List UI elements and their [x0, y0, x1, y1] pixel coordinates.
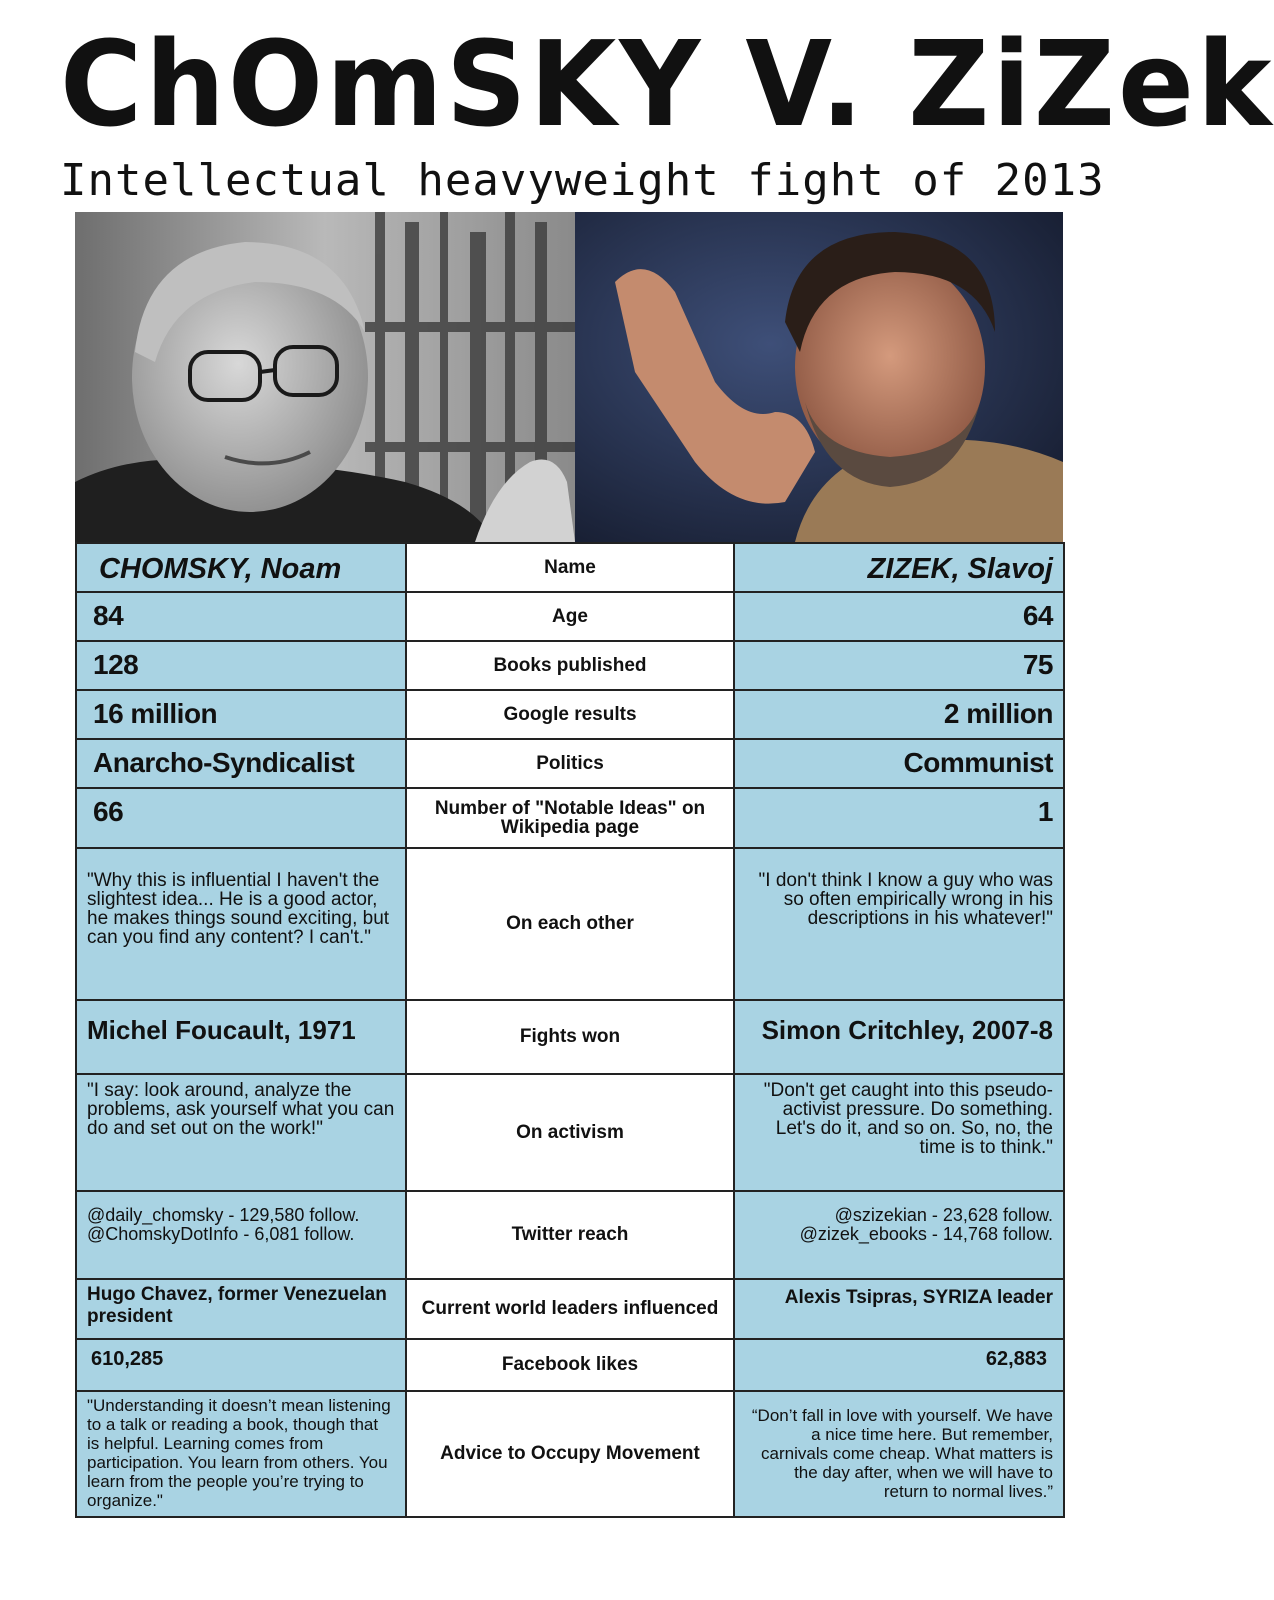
- comparison-table: [75, 542, 1065, 1518]
- table-row-age: [77, 593, 1065, 642]
- zizek-occupy-advice: “Don’t fall in love with yourself. We have a nice time here. But remember, carnivals come cheap. What matters is the day after, when we will have to return to normal lives.”: [735, 1392, 1065, 1516]
- chomsky-politics: Anarcho-Syndicalist: [77, 740, 407, 787]
- table-row-politics: [77, 740, 1065, 789]
- chomsky-activism-quote: "I say: look around, analyze the problems, ask yourself what you can do and set out on the work!": [77, 1075, 407, 1190]
- table-row-notable-ideas: [77, 789, 1065, 849]
- row-label-name: Name: [407, 544, 735, 591]
- chomsky-world-leader: Hugo Chavez, former Venezuelan president: [77, 1280, 407, 1338]
- row-label-books: Books published: [407, 642, 735, 689]
- row-label-occupy-advice: Advice to Occupy Movement: [407, 1392, 735, 1516]
- row-label-fights-won: Fights won: [407, 1001, 735, 1073]
- table-row-books: [77, 642, 1065, 691]
- table-row-fights-won: [77, 1001, 1065, 1075]
- chomsky-twitter: @daily_chomsky - 129,580 follow. @ChomskyDotInfo - 6,081 follow.: [77, 1192, 407, 1278]
- row-label-world-leaders: Current world leaders influenced: [407, 1280, 735, 1338]
- zizek-politics: Communist: [735, 740, 1065, 787]
- chomsky-google: 16 million: [77, 691, 407, 738]
- row-label-on-activism: On activism: [407, 1075, 735, 1190]
- photo-strip: [75, 212, 1063, 542]
- row-label-twitter: Twitter reach: [407, 1192, 735, 1278]
- zizek-google: 2 million: [735, 691, 1065, 738]
- chomsky-on-zizek-quote: "Why this is influential I haven't the slightest idea... He is a good actor, he makes things sound exciting, but can you find any content? I can't.": [77, 849, 407, 999]
- table-row-on-each-other: [77, 849, 1065, 1001]
- table-row-google: [77, 691, 1065, 740]
- zizek-on-chomsky-quote: "I don't think I know a guy who was so often empirically wrong in his descriptions in his whatever!": [735, 849, 1065, 999]
- row-label-facebook: Facebook likes: [407, 1340, 735, 1390]
- zizek-facebook-likes: 62,883: [735, 1340, 1065, 1390]
- chomsky-photo: [75, 212, 575, 542]
- zizek-world-leader: Alexis Tsipras, SYRIZA leader: [735, 1280, 1065, 1338]
- table-row-facebook: [77, 1340, 1065, 1392]
- chomsky-occupy-advice: "Understanding it doesn’t mean listening to a talk or reading a book, though that is helpful. Learning comes from participation. You learn from others. You learn from the people you’re trying to organize.": [77, 1392, 407, 1516]
- chomsky-age: 84: [77, 593, 407, 640]
- zizek-books: 75: [735, 642, 1065, 689]
- table-row-occupy-advice: [77, 1392, 1065, 1518]
- table-row-twitter: [77, 1192, 1065, 1280]
- row-label-google: Google results: [407, 691, 735, 738]
- zizek-age: 64: [735, 593, 1065, 640]
- zizek-name: ZIZEK, Slavoj: [735, 544, 1065, 591]
- table-row-name: [77, 544, 1065, 593]
- zizek-notable-ideas: 1: [735, 789, 1065, 847]
- row-label-politics: Politics: [407, 740, 735, 787]
- row-label-notable-ideas: Number of "Notable Ideas" on Wikipedia page: [407, 789, 735, 847]
- table-row-world-leaders: [77, 1280, 1065, 1340]
- chomsky-photo-image: [75, 212, 575, 542]
- row-label-on-each-other: On each other: [407, 849, 735, 999]
- chomsky-notable-ideas: 66: [77, 789, 407, 847]
- zizek-twitter: @szizekian - 23,628 follow. @zizek_ebooks - 14,768 follow.: [735, 1192, 1065, 1278]
- zizek-photo-image: [575, 212, 1063, 542]
- zizek-photo: [575, 212, 1063, 542]
- table-row-on-activism: [77, 1075, 1065, 1192]
- zizek-activism-quote: "Don't get caught into this pseudo-activist pressure. Do something. Let's do it, and so on. So, no, the time is to think.": [735, 1075, 1065, 1190]
- chomsky-facebook-likes: 610,285: [77, 1340, 407, 1390]
- page-subtitle: Intellectual heavyweight fight of 2013: [60, 155, 1105, 206]
- row-label-age: Age: [407, 593, 735, 640]
- zizek-fights-won: Simon Critchley, 2007-8: [735, 1001, 1065, 1073]
- chomsky-fights-won: Michel Foucault, 1971: [77, 1001, 407, 1073]
- chomsky-books: 128: [77, 642, 407, 689]
- chomsky-name: CHOMSKY, Noam: [77, 544, 407, 591]
- page-title: ChOmSKY V. ZiZek: [60, 16, 1274, 154]
